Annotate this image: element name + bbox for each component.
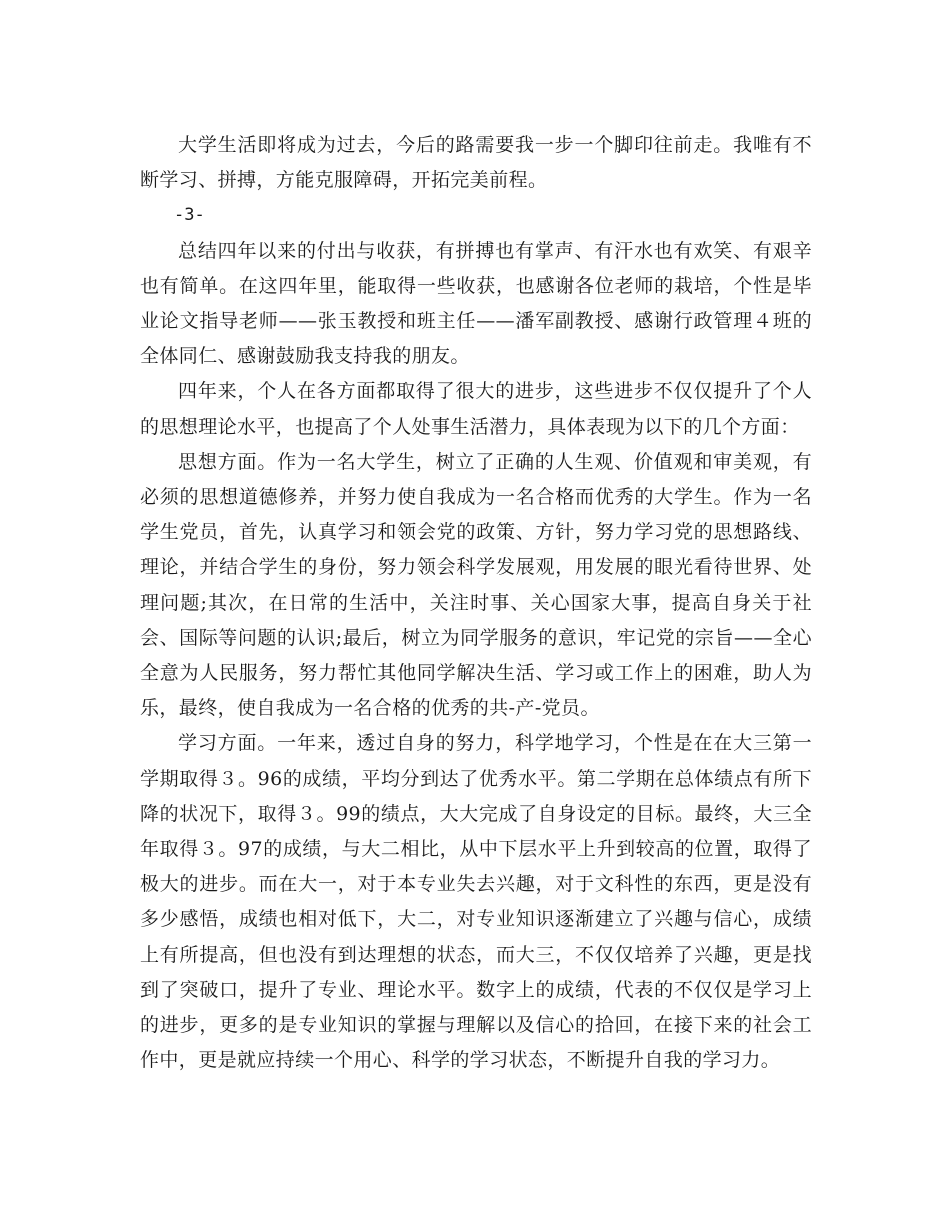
body-paragraph-progress: 四年来，个人在各方面都取得了很大的进步，这些进步不仅仅提升了个人的思想理论水平，也提高了个人处事生活潜力，具体表现为以下的几个方面： [140, 380, 812, 438]
document-page [140, 128, 812, 1078]
body-paragraph-summary: 总结四年以来的付出与收获，有拼搏也有掌声、有汗水也有欢笑、有艰辛也有简单。在这四年里，能取得一些收获，也感谢各位老师的栽培，个性是毕业论文指导老师——张玉教授和班主任——潘军副教授、感谢行政管理４班的全体同仁、感谢鼓励我支持我的朋友。 [140, 239, 812, 368]
closing-paragraph: 大学生活即将成为过去，今后的路需要我一步一个脚印往前走。我唯有不断学习、拼搏，方能克服障碍，开拓完美前程。 [140, 134, 812, 192]
body-paragraph-ideology: 思想方面。作为一名大学生，树立了正确的人生观、价值观和审美观，有必须的思想道德修养，并努力使自我成为一名合格而优秀的大学生。作为一名学生党员，首先，认真学习和领会党的政策、方针，努力学习党的思想路线、理论，并结合学生的身份，努力领会科学发展观，用发展的眼光看待世界、处理问题;其次，在日常的生活中，关注时事、关心国家大事，提高自身关于社会、国际等问题的认识;最后，树立为同学服务的意识，牢记党的宗旨——全心全意为人民服务，努力帮忙其他同学解决生活、学习或工作上的困难，助人为乐，最终，使自我成为一名合格的优秀的共-产-党员。 [140, 450, 812, 720]
page-number: -3- [174, 205, 205, 226]
body-paragraph-study: 学习方面。一年来，透过自身的努力，科学地学习，个性是在在大三第一学期取得３。96的成绩，平均分到达了优秀水平。第二学期在总体绩点有所下降的状况下，取得３。99的绩点，大大完成了自身设定的目标。最终，大三全年取得３。97的成绩，与大二相比，从中下层水平上升到较高的位置，取得了极大的进步。而在大一，对于本专业失去兴趣，对于文科性的东西，更是没有多少感悟，成绩也相对低下，大二，对专业知识逐渐建立了兴趣与信心，成绩上有所提高，但也没有到达理想的状态，而大三，不仅仅培养了兴趣，更是找到了突破口，提升了专业、理论水平。数字上的成绩，代表的不仅仅是学习上的进步，更多的是专业知识的掌握与理解以及信心的拾回，在接下来的社会工作中，更是就应持续一个用心、科学的学习状态，不断提升自我的学习力。 [140, 732, 812, 1072]
